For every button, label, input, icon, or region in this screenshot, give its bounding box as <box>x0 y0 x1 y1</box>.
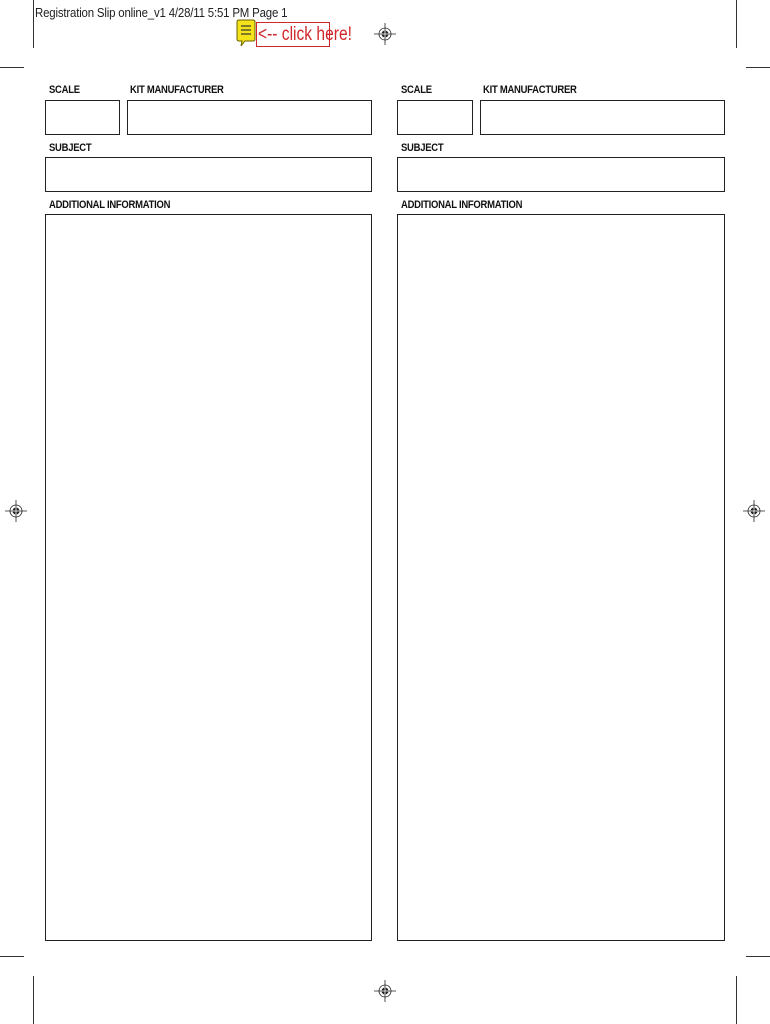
scale-field[interactable] <box>397 100 473 135</box>
comment-note-icon[interactable] <box>236 19 256 47</box>
crop-mark <box>0 67 24 68</box>
registration-mark-icon <box>743 500 765 522</box>
kit-manufacturer-field[interactable] <box>127 100 372 135</box>
registration-mark-icon <box>5 500 27 522</box>
subject-label: SUBJECT <box>401 142 444 154</box>
additional-information-label: ADDITIONAL INFORMATION <box>401 199 523 211</box>
registration-mark-icon <box>374 23 396 45</box>
scale-label: SCALE <box>49 84 80 96</box>
click-here-link[interactable] <box>256 22 352 47</box>
scale-label: SCALE <box>401 84 432 96</box>
registration-mark-icon <box>374 980 396 1002</box>
scale-field[interactable] <box>45 100 120 135</box>
additional-information-field[interactable] <box>45 214 372 941</box>
crop-mark <box>746 67 770 68</box>
crop-mark <box>0 956 24 957</box>
crop-mark <box>33 976 34 1024</box>
crop-mark <box>33 0 34 48</box>
subject-field[interactable] <box>397 157 725 192</box>
crop-mark <box>746 956 770 957</box>
click-here-label: <-- click here! <box>258 24 352 45</box>
kit-manufacturer-label: KIT MANUFACTURER <box>130 84 224 96</box>
kit-manufacturer-field[interactable] <box>480 100 725 135</box>
crop-mark <box>736 0 737 48</box>
additional-information-label: ADDITIONAL INFORMATION <box>49 199 171 211</box>
crop-mark <box>736 976 737 1024</box>
additional-information-field[interactable] <box>397 214 725 941</box>
subject-field[interactable] <box>45 157 372 192</box>
kit-manufacturer-label: KIT MANUFACTURER <box>483 84 577 96</box>
print-slug-header: Registration Slip online_v1 4/28/11 5:51 PM Page 1 <box>35 5 288 20</box>
subject-label: SUBJECT <box>49 142 92 154</box>
